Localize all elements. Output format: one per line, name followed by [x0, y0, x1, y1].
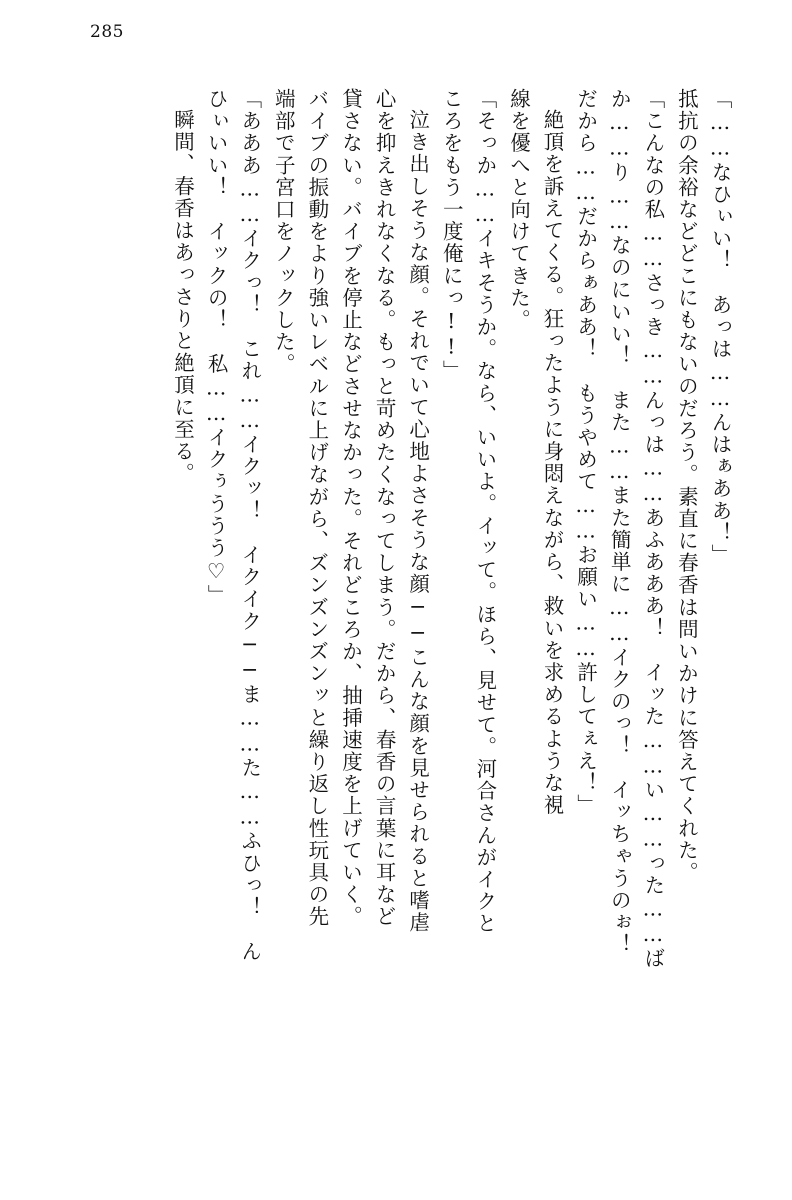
text-line: 心を抑えきれなくなる。もっと苛めたくなってしまう。だから、春香の言葉に耳など — [372, 88, 397, 928]
text-line: ころをもう一度俺にっ!!」 — [439, 88, 464, 383]
text-line: 端部で子宮口をノックした。 — [271, 88, 296, 376]
text-line: 瞬間、春香はあっさりと絶頂に至る。 — [170, 109, 195, 485]
text-line: 抵抗の余裕などどこにもないのだろう。素直に春香は問いかけに答えてくれた。 — [674, 88, 699, 884]
text-line: 「こんなの私……さっき……んっは……あふあああ！ イッた……い……った……ば — [640, 88, 665, 970]
text-line: か……り……なのにいい！ また……また簡単に……イクのっ！ イッちゃうのぉ！ — [607, 88, 632, 956]
text-line: バイブの振動をより強いレベルに上げながら、ズンズンズンッと繰り返し性玩具の先 — [304, 88, 329, 928]
text-line: 絶頂を訴えてくる。狂ったように身悶えながら、救いを求めるような視 — [540, 109, 565, 817]
text-line: 泣き出しそうな顔。それでいて心地よさそうな顔──こんな顔を見せられると嗜虐 — [405, 109, 430, 934]
text-line: だから……だからぁああ！ もうやめて……お願い……許してぇえ！」 — [573, 88, 598, 817]
text-line: 「そっか……イキそうか。なら、いいよ。イッて。ほら、見せて。河合さんがイクと — [472, 88, 497, 935]
text-line: 線を優へと向けてきた。 — [506, 88, 531, 332]
text-line: ひぃいい！ イックの！ 私……イクぅううう♡」 — [204, 88, 229, 607]
body-text-columns — [62, 88, 730, 1148]
text-line: 「あああ……イクっ！ これ……イクッ！ イクイク──ま……た……ふひっ！ ん — [237, 88, 262, 963]
text-line: 貸さない。バイブを停止などさせなかった。それどころか、抽挿速度を上げていく。 — [338, 88, 363, 928]
page-number: 285 — [90, 22, 124, 42]
text-line: 「……なひぃい！ あっは……んはぁああ！」 — [708, 88, 732, 567]
